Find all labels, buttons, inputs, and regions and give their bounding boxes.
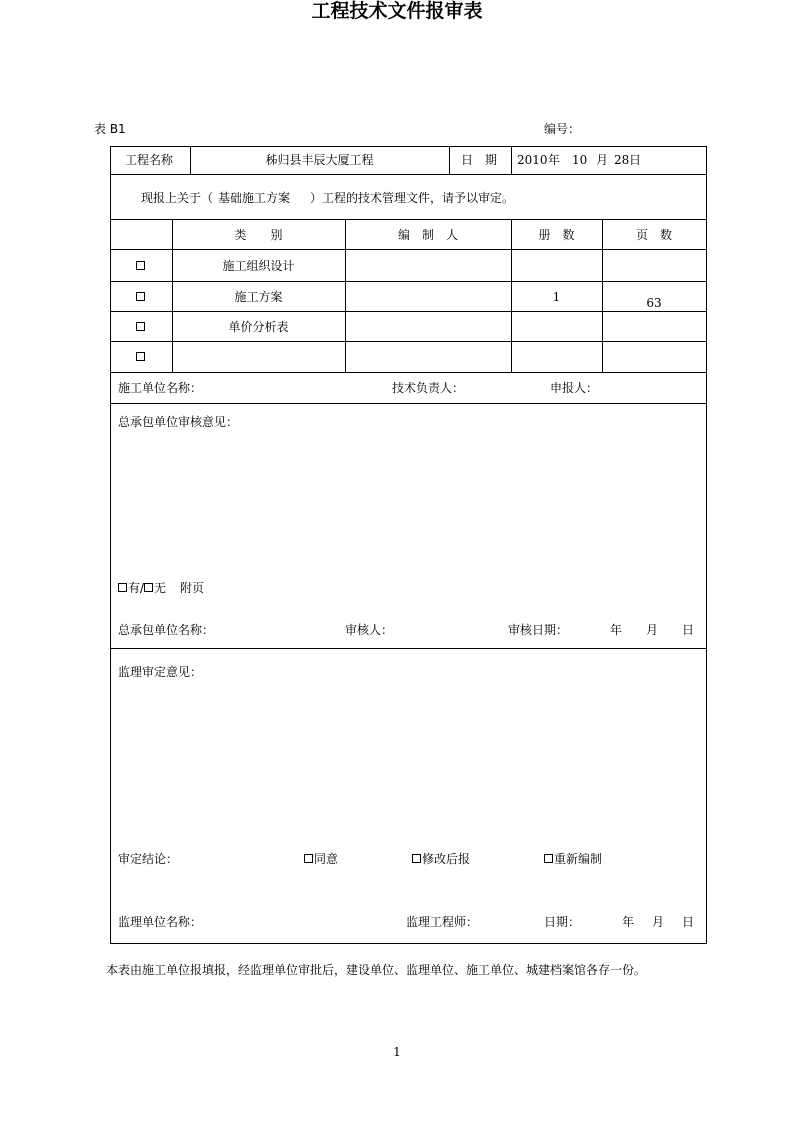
date-day: 28: [614, 153, 630, 167]
redo-checkbox[interactable]: [544, 854, 553, 863]
form-code: 表 B1: [94, 122, 126, 136]
conclusion-label: 审定结论：: [118, 852, 179, 866]
supervision-unit-label: 监理单位名称：: [118, 915, 203, 929]
column-header-volumes: 册 数: [538, 228, 575, 242]
option-agree[interactable]: [304, 852, 338, 866]
review-month: 月: [646, 623, 659, 637]
review-date-label: 审核日期：: [508, 623, 569, 637]
project-name-value: 秭归县丰辰大厦工程: [265, 153, 374, 167]
project-name-label: 工程名称: [125, 153, 174, 167]
serial-number-label: 编号：: [544, 122, 581, 136]
row-category: 施工组织设计: [222, 259, 295, 273]
page-number: 1: [393, 1045, 401, 1059]
supervision-year: 年: [622, 915, 635, 929]
reporter-label: 申报人：: [550, 381, 599, 395]
date-month-char: 月: [596, 153, 609, 167]
row-category: 单价分析表: [228, 320, 289, 334]
intro-suffix: ）工程的技术管理文件，请予以审定。: [310, 191, 515, 205]
has-attachment-label: 有/: [128, 581, 145, 595]
date-month: 10: [572, 153, 588, 167]
date-day-char: 日: [629, 153, 642, 167]
intro-prefix: 现报上关于（: [141, 191, 214, 205]
review-day: 日: [682, 623, 695, 637]
column-header-author: 编 制 人: [397, 228, 458, 242]
column-header-pages: 页 数: [635, 228, 672, 242]
no-attachment-label: 无: [154, 581, 167, 595]
date-year: 2010: [517, 153, 548, 167]
option-revise[interactable]: [412, 852, 470, 866]
attachment-label: 附页: [180, 581, 205, 595]
row-category: 施工方案: [234, 290, 283, 304]
page-title: 工程技术文件报审表: [311, 0, 483, 22]
supervision-date-label: 日期：: [544, 915, 581, 929]
row-checkbox[interactable]: [136, 292, 145, 301]
supervision-opinion-label: 监理审定意见：: [118, 665, 203, 679]
row-checkbox[interactable]: [136, 261, 145, 270]
has-attachment-checkbox[interactable]: [118, 583, 127, 592]
reviewer-label: 审核人：: [345, 623, 394, 637]
row-pages: 63: [646, 296, 662, 310]
date-label: 日 期: [461, 153, 498, 167]
row-checkbox[interactable]: [136, 352, 145, 361]
revise-checkbox[interactable]: [412, 854, 421, 863]
tech-lead-label: 技术负责人：: [392, 381, 465, 395]
redo-label: 重新编制: [554, 852, 603, 866]
supervision-day: 日: [682, 915, 695, 929]
revise-label: 修改后报: [422, 852, 471, 866]
gc-opinion-label: 总承包单位审核意见：: [118, 415, 239, 429]
gc-unit-label: 总承包单位名称：: [118, 623, 215, 637]
intro-subject: 基础施工方案: [218, 191, 291, 205]
engineer-label: 监理工程师：: [406, 915, 479, 929]
agree-checkbox[interactable]: [304, 854, 313, 863]
agree-label: 同意: [314, 852, 339, 866]
footnote: 本表由施工单位报填报，经监理单位审批后，建设单位、监理单位、施工单位、城建档案馆各存一份。: [106, 963, 647, 977]
contractor-unit-label: 施工单位名称：: [118, 381, 203, 395]
row-checkbox[interactable]: [136, 322, 145, 331]
row-volumes: 1: [552, 290, 561, 304]
review-year: 年: [610, 623, 623, 637]
option-redo[interactable]: [544, 852, 602, 866]
no-attachment-checkbox[interactable]: [144, 583, 153, 592]
supervision-month: 月: [652, 915, 665, 929]
date-year-char: 年: [548, 153, 561, 167]
column-header-category: 类 别: [234, 228, 283, 242]
attachment-line: [118, 581, 166, 595]
